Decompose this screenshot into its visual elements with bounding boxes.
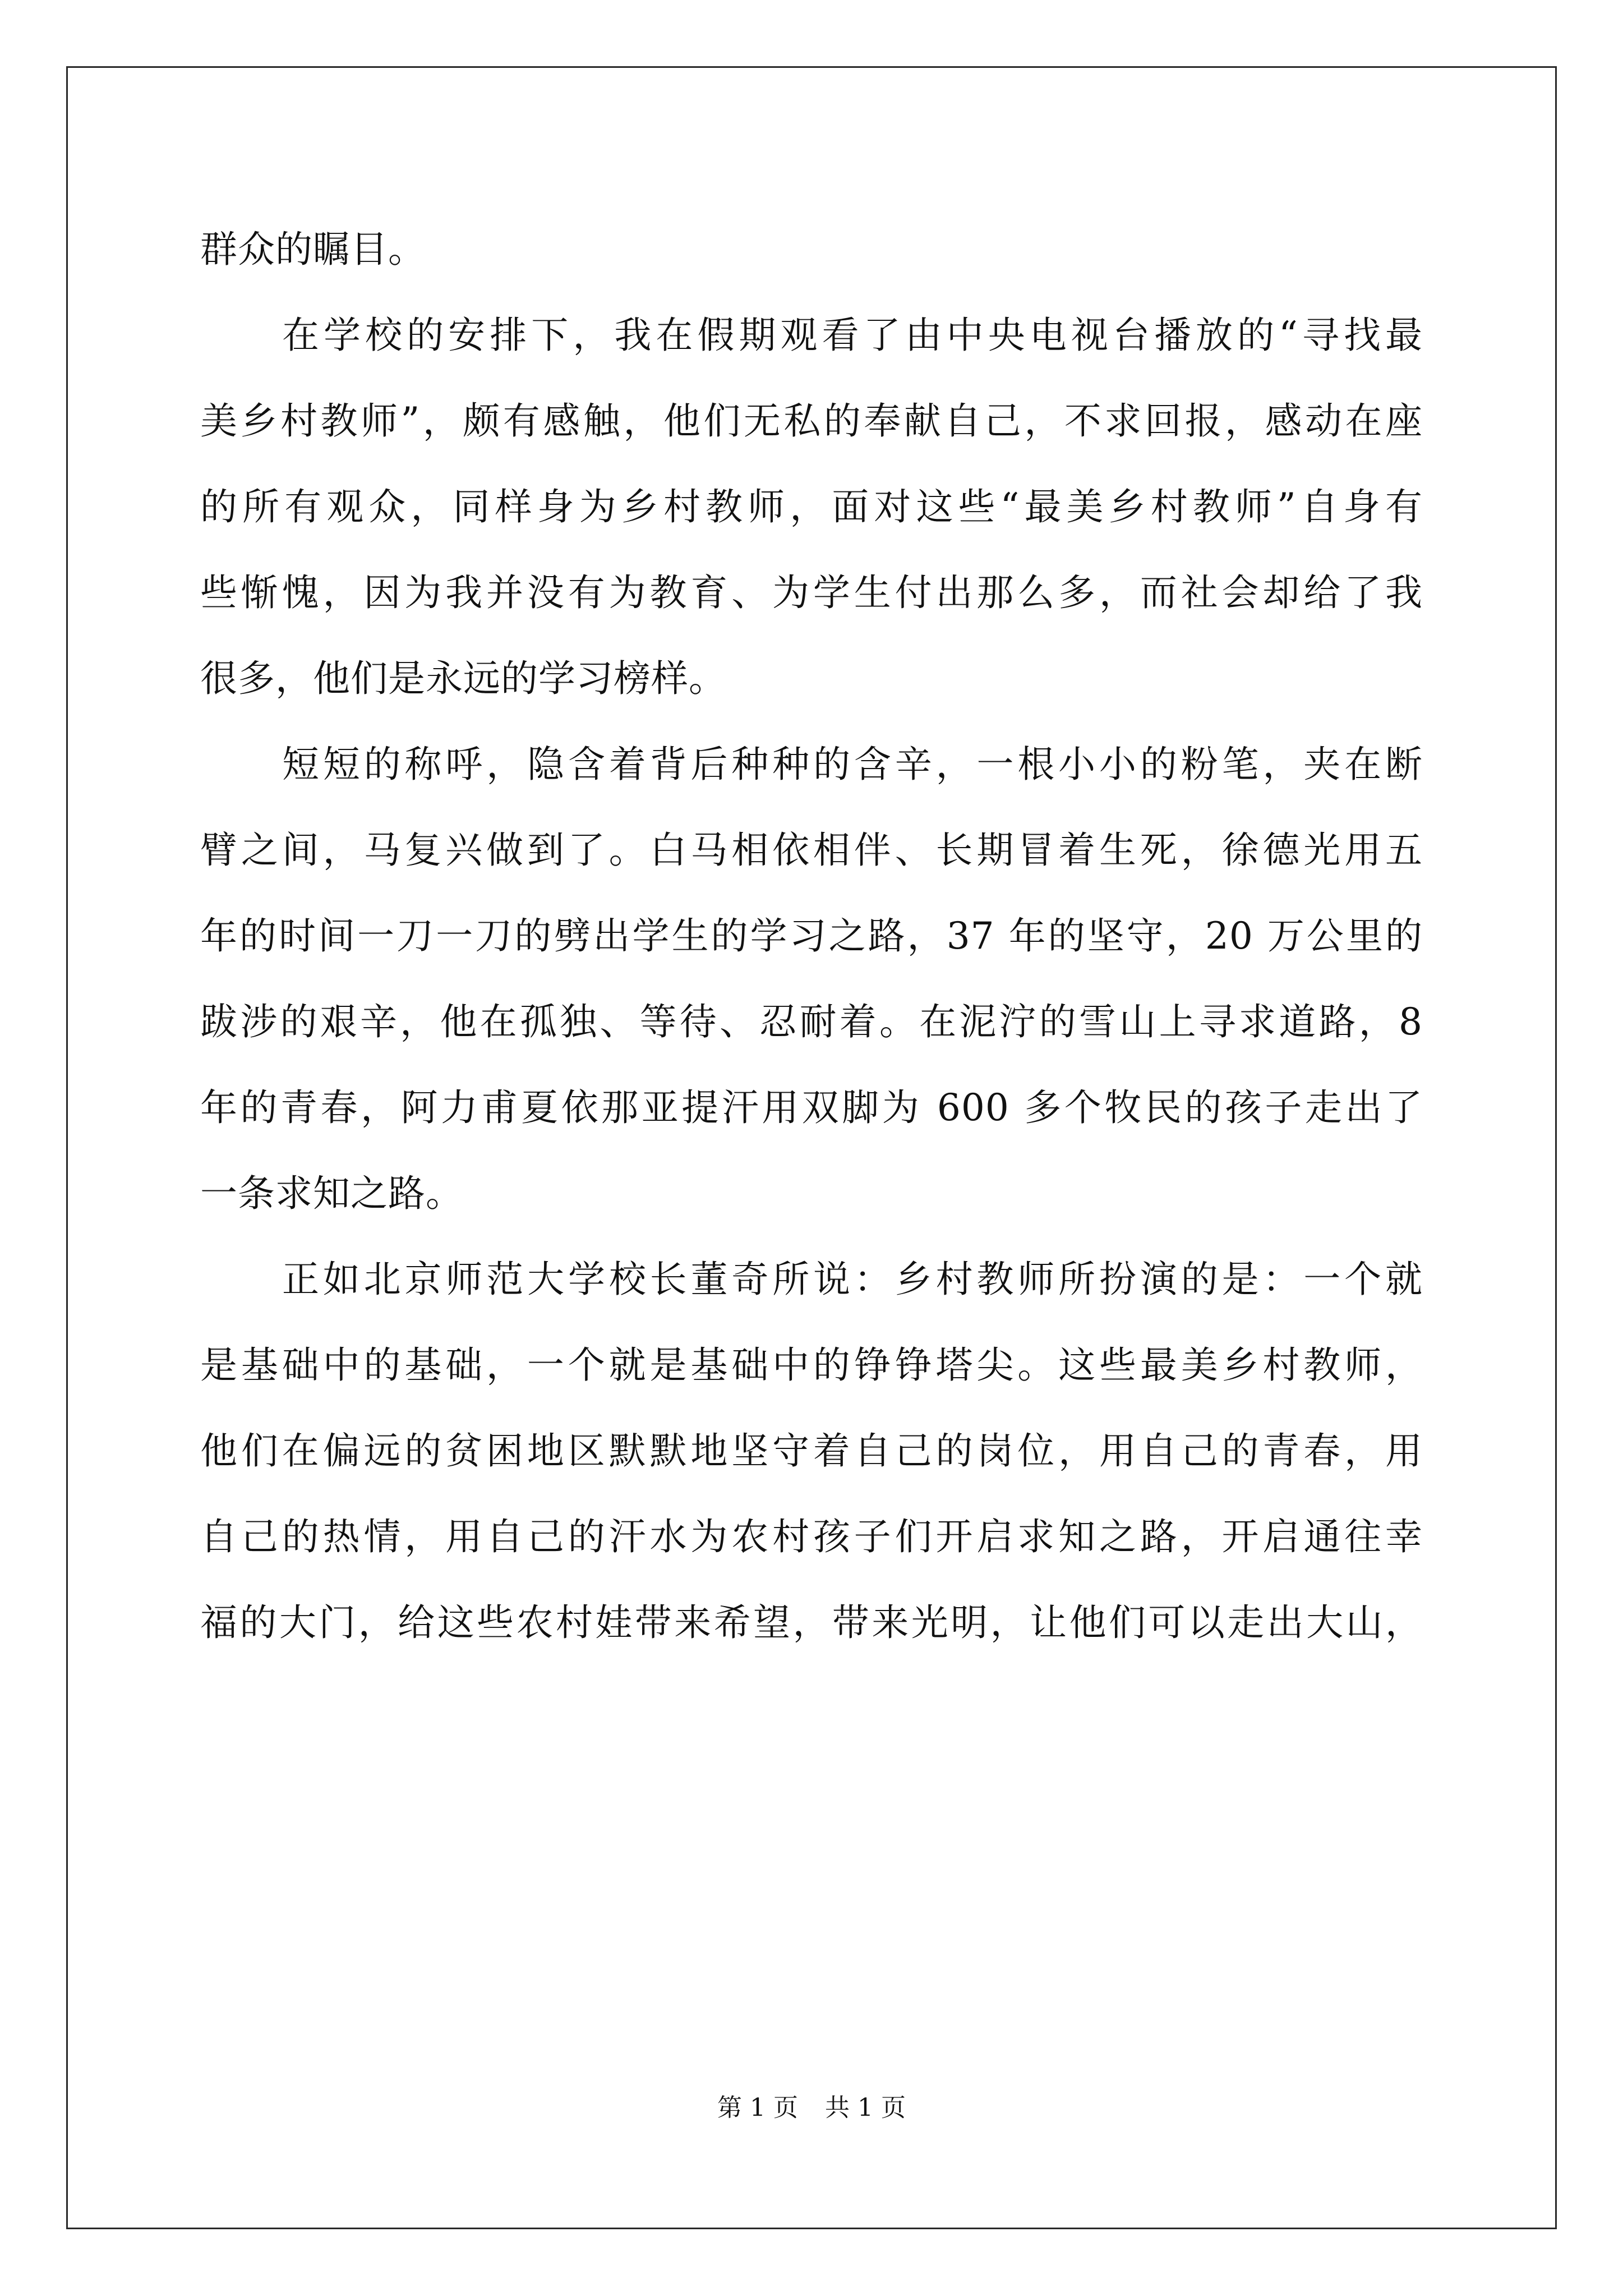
text-line: 臂之间，马复兴做到了。白马相依相伴、长期冒着生死，徐德光用五 [200, 829, 1423, 872]
text-line: 福的大门，给这些农村娃带来希望，带来光明，让他们可以走出大山， [200, 1601, 1423, 1644]
text-line: 是基础中的基础，一个就是基础中的铮铮塔尖。这些最美乡村教师， [200, 1343, 1423, 1387]
text-line: 跋涉的艰辛，他在孤独、等待、忍耐着。在泥泞的雪山上寻求道路，8 [200, 1000, 1423, 1043]
page-number-current: 第 1 页 [717, 2093, 798, 2122]
page-number-total: 共 1 页 [825, 2093, 906, 2122]
page-footer [0, 2091, 1623, 2125]
text-line: 正如北京师范大学校长董奇所说：乡村教师所扮演的是：一个就 [282, 1258, 1423, 1301]
text-line: 些惭愧，因为我并没有为教育、为学生付出那么多，而社会却给了我 [200, 571, 1423, 614]
text-line: 群众的瞩目。 [200, 228, 426, 271]
text-line: 的所有观众，同样身为乡村教师，面对这些“最美乡村教师”自身有 [200, 485, 1423, 528]
text-line: 他们在偏远的贫困地区默默地坚守着自己的岗位，用自己的青春，用 [200, 1429, 1423, 1473]
text-line: 年的青春，阿力甫夏依那亚提汗用双脚为 600 多个牧民的孩子走出了 [200, 1086, 1423, 1129]
text-line: 美乡村教师”，颇有感触，他们无私的奉献自己，不求回报，感动在座 [200, 399, 1423, 443]
text-line: 短短的称呼，隐含着背后种种的含辛，一根小小的粉笔，夹在断 [282, 743, 1423, 786]
text-line: 一条求知之路。 [200, 1172, 463, 1215]
text-line: 自己的热情，用自己的汗水为农村孩子们开启求知之路，开启通往幸 [200, 1515, 1423, 1558]
text-line: 在学校的安排下，我在假期观看了由中央电视台播放的“寻找最 [282, 314, 1423, 357]
document-body [200, 206, 1423, 1665]
text-line: 很多，他们是永远的学习榜样。 [200, 657, 726, 700]
text-line: 年的时间一刀一刀的劈出学生的学习之路，37 年的坚守，20 万公里的 [200, 914, 1423, 958]
